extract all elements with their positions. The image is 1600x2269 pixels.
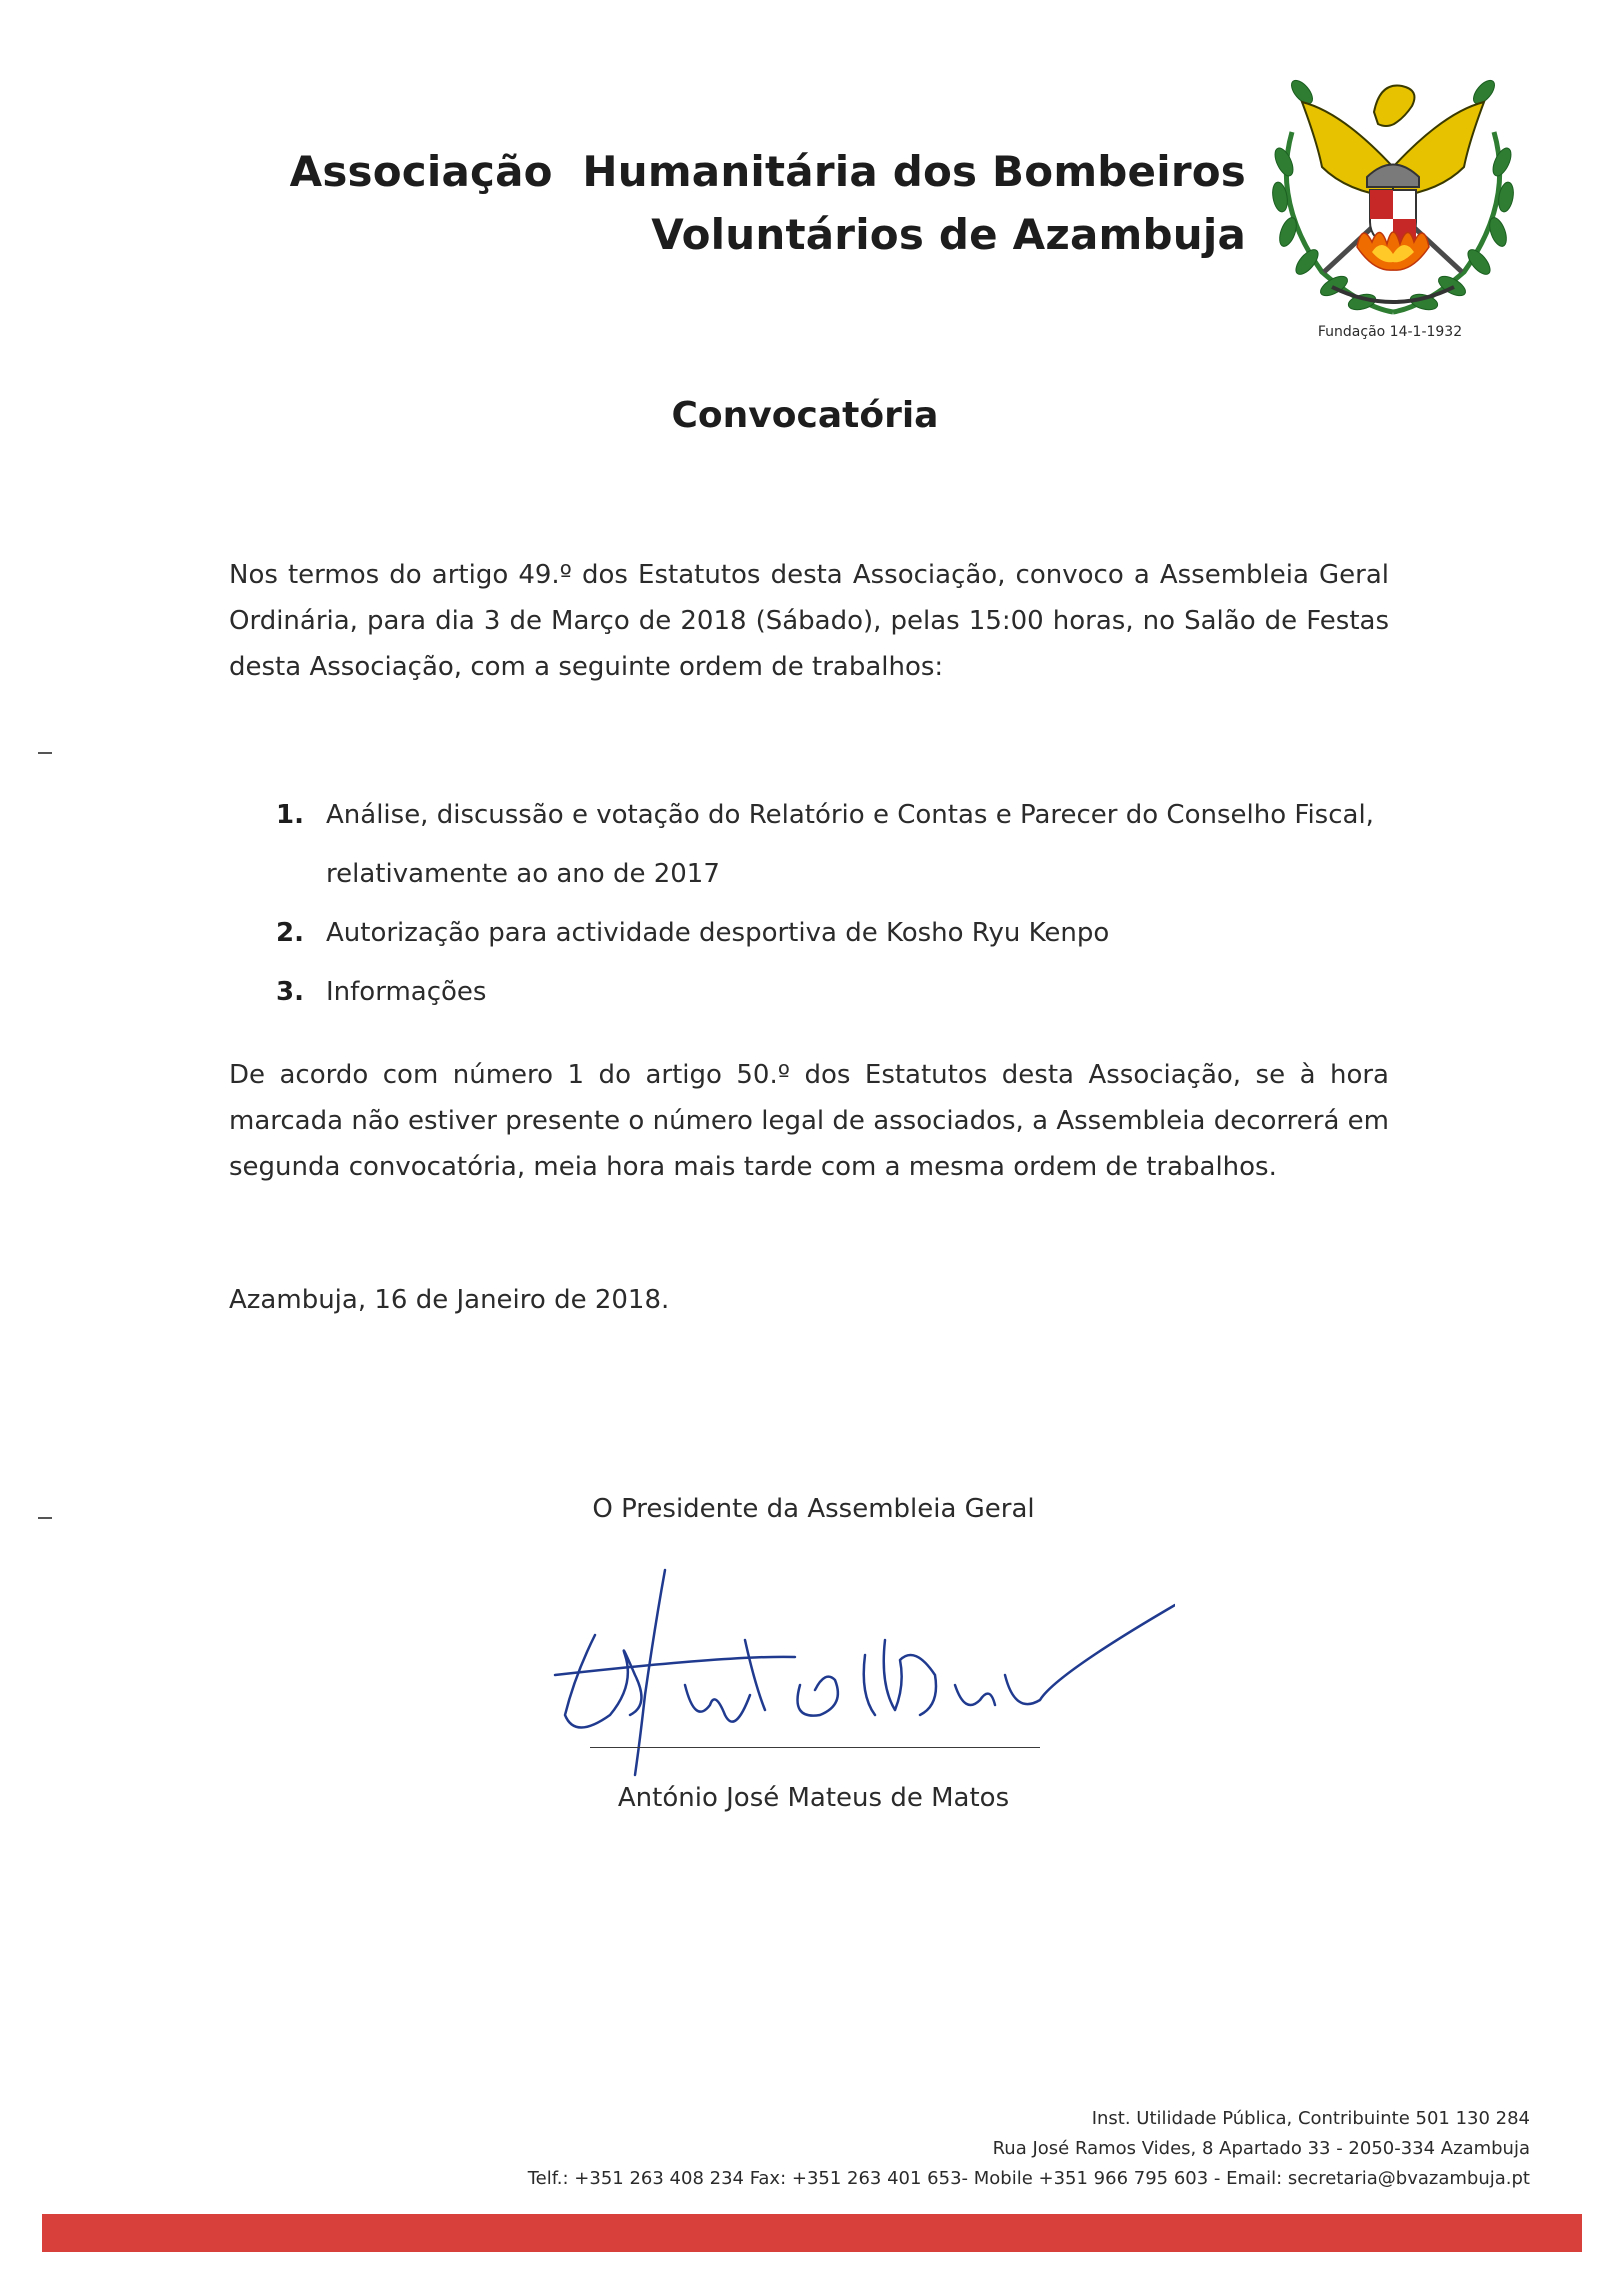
date-line: Azambuja, 16 de Janeiro de 2018. — [229, 1285, 670, 1315]
organization-name — [246, 140, 1246, 266]
agenda-item-number: 3. — [276, 977, 304, 1007]
president-title: O Presidente da Assembleia Geral — [592, 1494, 1035, 1524]
agenda-item-text: relativamente ao ano de 2017 — [326, 859, 720, 889]
agenda-item-number: 1. — [276, 800, 304, 830]
signature-line — [590, 1747, 1040, 1748]
agenda-item — [276, 904, 1406, 963]
org-name-line2: Voluntários de Azambuja — [651, 210, 1246, 259]
agenda-item-continuation — [276, 845, 1406, 904]
agenda-item-text: Análise, discussão e votação do Relatório e Contas e Parecer do Conselho Fiscal, — [326, 800, 1374, 830]
footer-line-address: Rua José Ramos Vides, 8 Apartado 33 - 2050-334 Azambuja — [992, 2138, 1530, 2159]
agenda-item — [276, 786, 1406, 845]
handwritten-signature — [535, 1565, 1175, 1795]
agenda-item-number: 2. — [276, 918, 304, 948]
org-name-line1: Associação Humanitária dos Bombeiros — [289, 147, 1246, 196]
agenda-list — [276, 786, 1406, 1022]
margin-mark — [38, 752, 52, 754]
quorum-paragraph: De acordo com número 1 do artigo 50.º dos Estatutos desta Associação, se à hora marcada não estiver presente o número legal de associados, a Assembleia decorrerá em segunda convocatória, meia hora mais tarde com a mesma ordem de trabalhos. — [229, 1060, 1389, 1182]
footer-contact — [330, 2104, 1530, 2194]
signer-name: António José Mateus de Matos — [617, 1783, 1010, 1813]
margin-mark — [38, 1517, 52, 1519]
agenda-item — [276, 963, 1406, 1022]
agenda-item-text: Informações — [326, 977, 487, 1007]
foundation-date: Fundação 14-1-1932 — [1317, 324, 1463, 340]
intro-paragraph: Nos termos do artigo 49.º dos Estatutos desta Associação, convoco a Assembleia Geral Ordinária, para dia 3 de Março de 2018 (Sábado), pelas 15:00 horas, no Salão de Festas desta Associação, com a seguinte ordem de trabalhos: — [229, 560, 1389, 682]
footer-line-contacts: Telf.: +351 263 408 234 Fax: +351 263 401 653- Mobile +351 966 795 603 - Email: secretaria@bvazambuja.pt — [527, 2168, 1530, 2189]
agenda-item-text: Autorização para actividade desportiva de Kosho Ryu Kenpo — [326, 918, 1110, 948]
footer-color-bar — [42, 2214, 1582, 2252]
firefighters-crest-icon — [1262, 72, 1524, 322]
footer-line-registration: Inst. Utilidade Pública, Contribuinte 501 130 284 — [1091, 2108, 1530, 2129]
document-title: Convocatória — [671, 395, 939, 436]
